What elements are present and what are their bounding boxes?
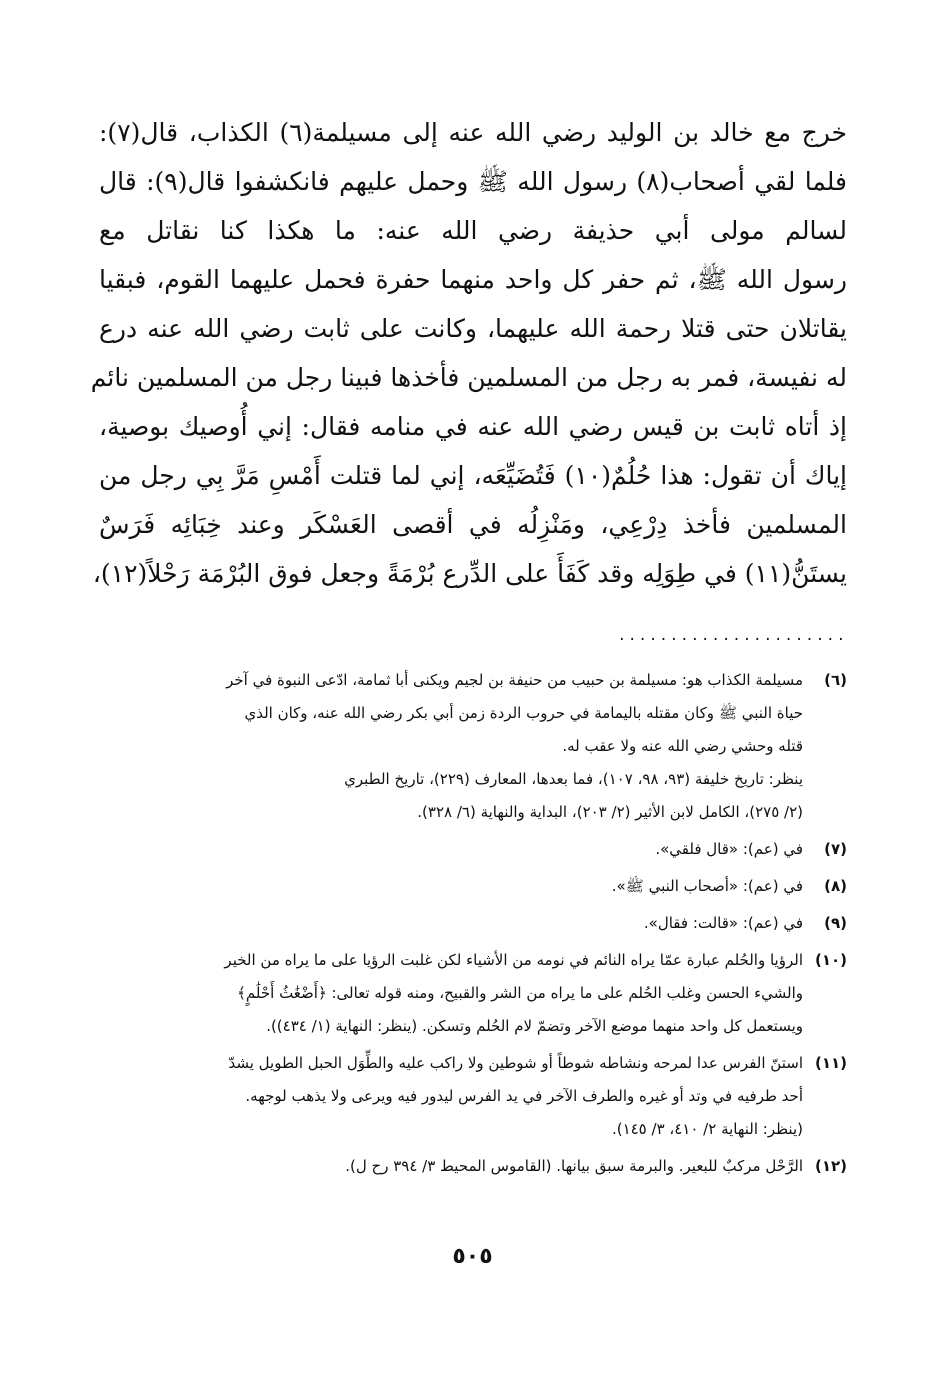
footnote-line: أحد طرفيه في وتد أو غيره والطرف الآخر في يد الفرس ليدور فيه ويرعى ولا يذهب لوجهه.	[245, 1087, 803, 1105]
footnote-line: قتله وحشي رضي الله عنه ولا عقب له.	[562, 737, 803, 755]
page-number: ٥٠٥	[452, 1244, 493, 1269]
main-text	[90, 108, 847, 598]
footnote-line: في (عم): «قالت: فقال».	[643, 914, 803, 932]
text-line: لسالم مولى أبي حذيفة رضي الله عنه: ما هكذا كنا نقاتل مع	[99, 216, 847, 245]
text-line: خرج مع خالد بن الوليد رضي الله عنه إلى مسيلمة(٦) الكذاب، قال(٧):	[99, 118, 847, 147]
footnote-number: (٩)	[824, 914, 847, 932]
footnote-number: (٨)	[824, 877, 847, 895]
text-line: المسلمين فأخذ دِرْعِي، ومَنْزِلُه في أقصى العَسْكَر وعند خِبَائِه فَرَسٌ	[99, 510, 847, 539]
footnote	[97, 833, 847, 866]
footnote-body	[97, 907, 803, 940]
footnote-line: ينظر: تاريخ خليفة (٩٣، ٩٨، ١٠٧)، فما بعدها، المعارف (٢٢٩)، تاريخ الطبري	[344, 770, 803, 788]
footnote-body	[97, 1047, 803, 1146]
text-line: إياك أن تقول: هذا حُلُمٌ(١٠) فَتُضَيِّعَه، إني لما قتلت أَمْسِ مَرَّ بِي رجل من	[99, 461, 847, 490]
footnote-line: (٢/ ٢٧٥)، الكامل لابن الأثير (٢/ ٢٠٣)، البداية والنهاية (٦/ ٣٢٨).	[417, 803, 803, 821]
footnote-separator: ......................	[617, 628, 847, 644]
footnote-number: (١١)	[814, 1054, 847, 1072]
footnote	[97, 1047, 847, 1146]
footnote-line: حياة النبي ﷺ وكان مقتله باليمامة في حروب الردة زمن أبي بكر رضي الله عنه، وكان الذي	[244, 704, 803, 722]
footnote-line: الرؤيا والحُلم عبارة عمّا يراه النائم في نومه من الأشياء لكن غلبت الرؤيا على ما يراه من الخير	[224, 951, 803, 969]
footnote	[97, 870, 847, 903]
footnote-line: مسيلمة الكذاب هو: مسيلمة بن حبيب من حنيفة بن لجيم ويكنى أبا ثمامة، ادّعى النبوة في آخر	[226, 671, 803, 689]
text-line: له نفيسة، فمر به رجل من المسلمين فأخذها فبينا رجل من المسلمين نائم	[90, 363, 847, 392]
footnote-number: (١٠)	[814, 951, 847, 969]
text-line: يقاتلان حتى قتلا رحمة الله عليهما، وكانت على ثابت رضي الله عنه درع	[99, 314, 847, 343]
footnote-number: (٧)	[824, 840, 847, 858]
footnote-line: في (عم): «قال فلقي».	[655, 840, 803, 858]
footnote-line: ويستعمل كل واحد منهما موضع الآخر وتضمّ لام الحُلم وتسكن. (ينظر: النهاية (١/ ٤٣٤)).	[266, 1017, 803, 1035]
footnote-line: الرَّحْل مركبٌ للبعير. والبرمة سبق بيانها. (القاموس المحيط ٣/ ٣٩٤ رح ل).	[345, 1157, 803, 1175]
footnote-body	[97, 1150, 803, 1183]
footnote-body	[97, 664, 803, 829]
footnotes	[97, 664, 847, 1187]
footnote-line: استنّ الفرس عدا لمرحه ونشاطه شوطاً أو شوطين ولا راكب عليه والطِّوَل الحبل الطويل يشدّ	[228, 1054, 803, 1072]
footnote	[97, 944, 847, 1043]
footnote-number: (٦)	[824, 671, 847, 689]
footnote-body	[97, 870, 803, 903]
footnote	[97, 664, 847, 829]
text-line: فلما لقي أصحاب(٨) رسول الله ﷺ وحمل عليهم فانكشفوا قال(٩): قال	[99, 167, 847, 196]
text-line: يستَنُّ(١١) في طِوَلِه وقد كَفَأَ على الدِّرع بُرْمَةً وجعل فوق البُرْمَة رَحْلاً(١٢)،	[92, 559, 847, 588]
text-line: إذ أتاه ثابت بن قيس رضي الله عنه في منامه فقال: إني أُوصيك بوصية،	[99, 412, 847, 441]
footnote-body	[97, 833, 803, 866]
text-line: رسول الله ﷺ، ثم حفر كل واحد منهما حفرة فحمل عليهما القوم، فبقيا	[99, 265, 847, 294]
footnote-line: (ينظر: النهاية ٢/ ٤١٠، ٣/ ١٤٥).	[611, 1120, 803, 1138]
footnote-number: (١٢)	[814, 1157, 847, 1175]
footnote-line: في (عم): «أصحاب النبي ﷺ».	[611, 877, 803, 895]
footnote-body	[97, 944, 803, 1043]
footnote	[97, 907, 847, 940]
footnote-line: والشيء الحسن وغلب الحُلم على ما يراه من الشر والقبيح، ومنه قوله تعالى: ﴿أَضْغَٰثُ أَحْلَٰمٍ﴾	[237, 984, 803, 1002]
footnote	[97, 1150, 847, 1183]
